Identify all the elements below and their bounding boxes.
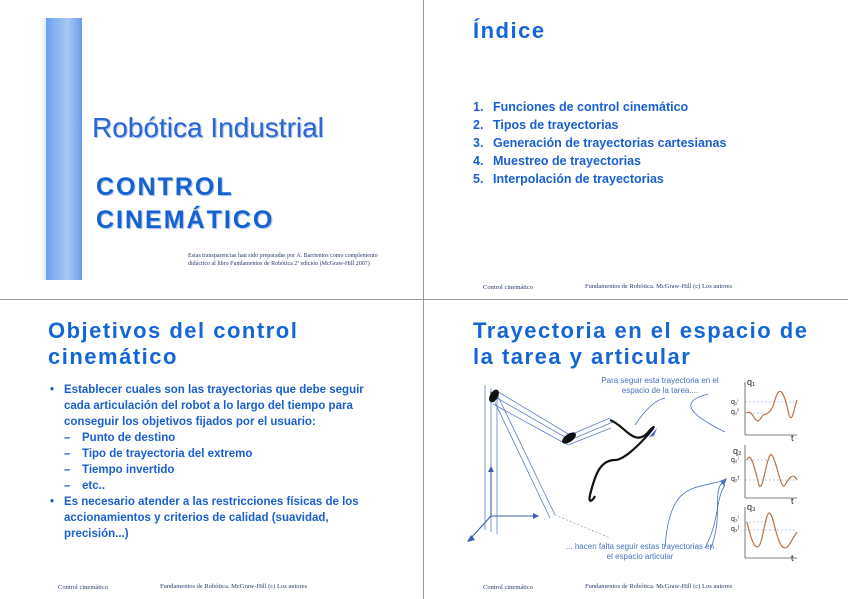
footer-left: Control cinemático bbox=[483, 284, 534, 291]
bullet-list bbox=[48, 382, 388, 542]
slide-title: Robótica Industrial bbox=[92, 112, 324, 143]
index-item: 3. Generación de trayectorias cartesianas bbox=[473, 136, 727, 150]
graph1-y-label: q₁ bbox=[747, 377, 756, 387]
footer-left: Control cinemático bbox=[58, 584, 109, 591]
footer-credit: Fundamentos de Robótica. McGraw-Hill (c) Los autores bbox=[585, 583, 733, 590]
graph3-qf-label: q₃ᶠ bbox=[731, 526, 740, 533]
sub-item: – etc.. bbox=[48, 478, 388, 494]
pointer-arrow-bottom bbox=[665, 480, 725, 547]
graph2-qf-label: q₂ᶠ bbox=[731, 476, 740, 483]
sub-item: – Punto de destino bbox=[48, 430, 388, 446]
footer-left: Control cinemático bbox=[483, 584, 534, 591]
slide-title: Índice bbox=[473, 18, 546, 43]
index-item: 5. Interpolación de trayectorias bbox=[473, 172, 664, 186]
robot-arm-illustration bbox=[485, 385, 613, 534]
decorative-bar bbox=[46, 18, 82, 280]
credit-note: Estas transparencias han sido preparadas por A. Barrientos como complemento didáctico al libro Fundamentos de Robótica 2ª edición (McGraw-Hill 2007) bbox=[188, 253, 378, 267]
slide-2-index bbox=[425, 0, 848, 299]
joint-1 bbox=[487, 388, 501, 404]
joint-graph-2 bbox=[745, 445, 797, 498]
graph1-qi-label: q₁ⁱ bbox=[731, 399, 739, 406]
index-item: 4. Muestreo de trayectorias bbox=[473, 154, 641, 168]
footer-credit: Fundamentos de Robótica. McGraw-Hill (c) Los autores bbox=[585, 283, 733, 290]
slide-title: Objetivos del control cinemático bbox=[48, 318, 299, 369]
slide-subtitle: CONTROL CINEMÁTICO bbox=[96, 173, 275, 234]
index-item: 2. Tipos de trayectorias bbox=[473, 118, 619, 132]
graph1-qf-label: q₁ᶠ bbox=[731, 409, 739, 416]
graph3-x-label: t bbox=[791, 553, 794, 563]
graph3-y-label: q₃ bbox=[747, 502, 756, 512]
bullet-item: • Establecer cuales son las trayectorias que debe seguir cada articulación del robot a lo largo del tiempo para conseguir los objetivos fijados por el usuario: bbox=[48, 382, 388, 430]
graph2-x-label: t bbox=[791, 496, 794, 506]
graph3-qi-label: q₃ⁱ bbox=[731, 516, 739, 523]
base-axes bbox=[471, 470, 535, 538]
slide-4-trajectory bbox=[425, 300, 848, 599]
slide-1-title bbox=[0, 0, 423, 299]
sub-item: – Tiempo invertido bbox=[48, 462, 388, 478]
slide-3-objectives bbox=[0, 300, 423, 599]
graph2-qi-label: q₂ⁱ bbox=[731, 457, 739, 464]
index-list bbox=[473, 98, 726, 188]
graph1-x-label: t bbox=[791, 433, 794, 443]
joint-graph-3 bbox=[745, 507, 797, 558]
sub-item: – Tipo de trayectoria del extremo bbox=[48, 446, 388, 462]
bullet-item: • Es necesario atender a las restricciones físicas de los accionamientos y criterios de calidad (suavidad, precisión...) bbox=[48, 494, 388, 542]
pointer-arrow-top bbox=[635, 398, 665, 425]
task-space-label: Para seguir esta trayectoria en el espacio de la tarea.... bbox=[601, 376, 719, 395]
slide-title: Trayectoria en el espacio de la tarea y articular bbox=[473, 318, 809, 369]
graph2-y-label: q₂ bbox=[733, 446, 742, 456]
footer-credit: Fundamentos de Robótica. McGraw-Hill (c) Los autores bbox=[160, 583, 308, 590]
joint-space-label: ... hacen falta seguir estas trayectorias en el espacio articular bbox=[565, 542, 715, 561]
joint-graph-1 bbox=[745, 382, 797, 435]
task-trajectory bbox=[590, 420, 654, 501]
index-item: 1. Funciones de control cinemático bbox=[473, 100, 689, 114]
